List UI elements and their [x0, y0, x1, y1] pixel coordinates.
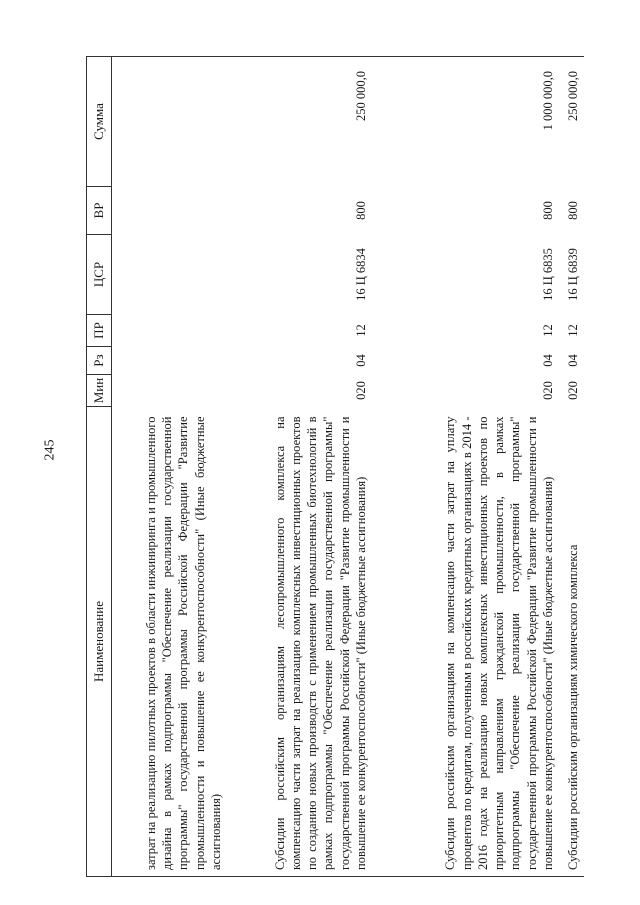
row-sum: 250 000,0: [227, 57, 372, 187]
header-csr: ЦСР: [87, 235, 112, 315]
row-csr: [112, 235, 228, 315]
table-row: [559, 57, 584, 877]
row-sum: 250 000,0: [559, 57, 584, 187]
table-header-row: [87, 57, 112, 877]
table-row: [227, 57, 372, 877]
row-vr: 800: [540, 201, 555, 220]
row-min: 020: [540, 381, 555, 400]
row-pr: 12: [353, 324, 368, 337]
row-min: [112, 375, 228, 407]
row-sum: 1 000 000,0: [372, 57, 559, 187]
row-sum: [112, 57, 228, 187]
row-rz: 04: [353, 354, 368, 367]
row-csr: 16 Ц 6839: [565, 248, 580, 301]
budget-table-sheet: [86, 57, 606, 877]
table-row: [372, 57, 559, 877]
header-min: Мин: [87, 375, 112, 407]
header-name: Наименование: [87, 407, 112, 877]
row-name: Субсидии российским организациям химического комплекса: [559, 407, 584, 877]
row-rz: 04: [540, 354, 555, 367]
row-min: 020: [353, 381, 368, 400]
table-row: [112, 57, 228, 877]
row-csr: 16 Ц 6834: [353, 248, 368, 301]
row-csr: 16 Ц 6835: [540, 248, 555, 301]
header-pr: ПР: [87, 315, 112, 347]
row-name: Субсидии российским организациям лесопромышленного комплекса на компенсацию части затрат на реализацию комплексных инвестиционных проектов по созданию новых производств с применением промышленных биотехнологий в рамках подпрограммы "Обеспечение реализации государственной программы" государственной программы Российской Федерации "Развитие промышленности и повышение ее конкурентоспособности" (Иные бюджетные ассигнования): [227, 407, 372, 877]
budget-table: [86, 56, 584, 877]
row-name: затрат на реализацию пилотных проектов в области инжиниринга и промышленного дизайна в рамках подпрограммы "Обеспечение реализации государственной программы" государственной программы Российской Федерации "Развитие промышленности и повышение ее конкурентоспособности" (Иные бюджетные ассигнования): [112, 407, 228, 877]
row-name: Субсидии российским организациям на компенсацию части затрат на уплату процентов по кредитам, полученным в российских кредитных организациях в 2014 - 2016 годах на реализацию новых комплексных инвестиционных проектов по приоритетным направлениям гражданской промышленности, в рамках подпрограммы "Обеспечение реализации государственной программы" государственной программы Российской Федерации "Развитие промышленности и повышение ее конкурентоспособности" (Иные бюджетные ассигнования): [372, 407, 559, 877]
page-number-text: 245: [42, 439, 57, 461]
header-rz: Рз: [87, 347, 112, 375]
header-sum: Сумма: [87, 57, 112, 187]
row-pr: [112, 315, 228, 347]
row-pr: 12: [540, 324, 555, 337]
row-vr: [112, 187, 228, 235]
row-rz: [112, 347, 228, 375]
page-number: [40, 440, 60, 460]
row-vr: 800: [565, 201, 580, 220]
row-rz: 04: [565, 354, 580, 367]
row-pr: 12: [565, 324, 580, 337]
header-vr: ВР: [87, 187, 112, 235]
row-vr: 800: [353, 201, 368, 220]
row-min: 020: [565, 381, 580, 400]
